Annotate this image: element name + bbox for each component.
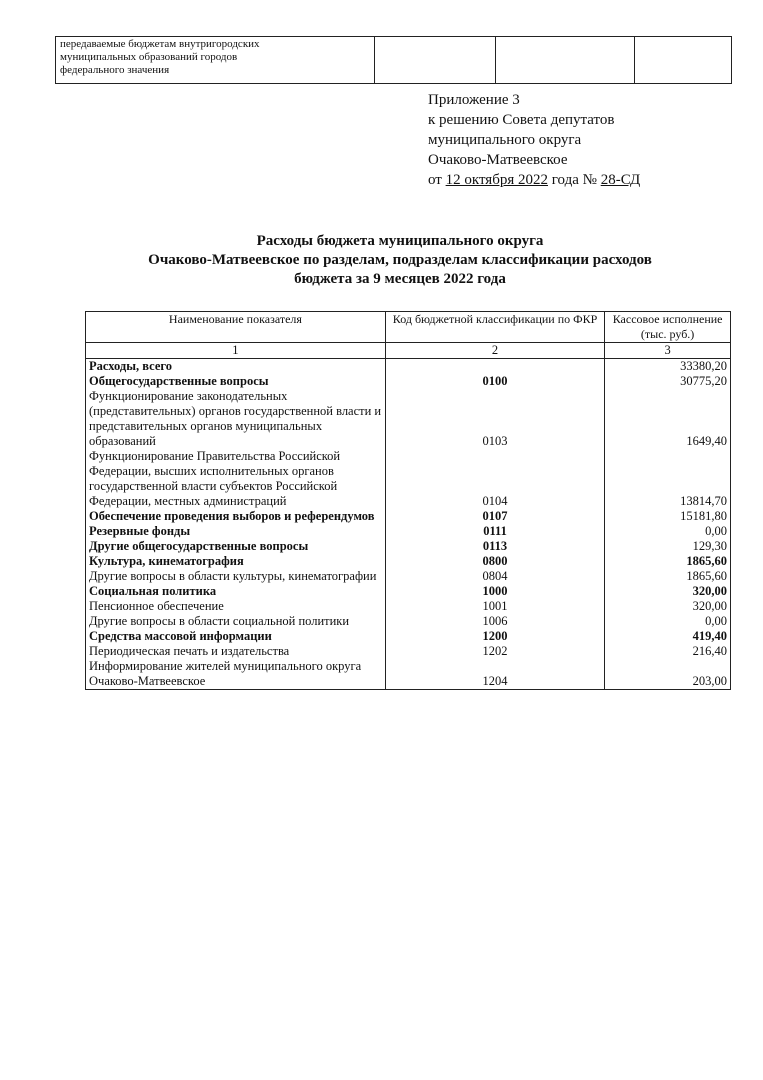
row-amount: 203,00 [605,659,731,690]
row-amount: 216,40 [605,644,731,659]
col-number: 3 [605,343,731,359]
appendix-line: к решению Совета депутатов [428,112,615,128]
row-name: Резервные фонды [86,524,386,539]
fragment-empty-cell [375,37,496,84]
row-name: Пенсионное обеспечение [86,599,386,614]
row-code: 0100 [385,374,604,389]
row-code: 1202 [385,644,604,659]
row-code: 0804 [385,569,604,584]
header-amount: Кассовое исполнение (тыс. руб.) [605,312,731,343]
appendix-decision-line [428,170,640,190]
table-row [86,539,731,554]
row-code [385,359,604,375]
appendix-line: Приложение 3 [428,92,520,108]
row-amount: 129,30 [605,539,731,554]
row-amount: 1865,60 [605,569,731,584]
fragment-line: передаваемые бюджетам внутригородских [60,38,260,50]
row-amount: 0,00 [605,524,731,539]
table-row [86,659,731,690]
row-code: 0800 [385,554,604,569]
row-name: Социальная политика [86,584,386,599]
title-line: бюджета за 9 месяцев 2022 года [294,271,506,287]
row-code: 1204 [385,659,604,690]
table-row [86,614,731,629]
fragment-empty-cell [635,37,732,84]
table-row [86,389,731,449]
table-row [86,644,731,659]
row-code: 0104 [385,449,604,509]
fragment-line: федерального значения [60,64,170,76]
header-code: Код бюджетной классификации по ФКР [385,312,604,343]
decision-date: 12 октября 2022 [445,172,548,188]
row-name: Функционирование Правительства Российской Федерации, высших исполнительных органов государственной власти субъектов Российской Федерации, местных администраций [86,449,386,509]
table-row [86,629,731,644]
decision-number: 28-СД [600,172,641,188]
row-code: 1200 [385,629,604,644]
title-line: Расходы бюджета муниципального округа [256,233,544,249]
row-code: 1000 [385,584,604,599]
appendix-line: муниципального округа [428,132,582,148]
row-name: Информирование жителей муниципального округа Очаково-Матвеевское [86,659,386,690]
row-name: Средства массовой информации [86,629,386,644]
expenses-table [85,311,731,690]
row-name: Периодическая печать и издательства [86,644,386,659]
document-title [60,232,740,289]
row-amount: 1865,60 [605,554,731,569]
row-amount: 0,00 [605,614,731,629]
fragment-empty-cell [496,37,635,84]
row-amount: 320,00 [605,584,731,599]
appendix-line: Очаково-Матвеевское [428,152,568,168]
table-row [86,554,731,569]
row-code: 0107 [385,509,604,524]
row-name: Расходы, всего [86,359,386,375]
row-amount: 15181,80 [605,509,731,524]
table-row [86,449,731,509]
col-number: 1 [86,343,386,359]
row-amount: 320,00 [605,599,731,614]
row-code: 1001 [385,599,604,614]
fragment-line: муниципальных образований городов [60,51,238,63]
table-row [86,359,731,375]
row-name: Другие вопросы в области социальной политики [86,614,386,629]
row-code: 0113 [385,539,604,554]
row-name: Другие общегосударственные вопросы [86,539,386,554]
row-name: Обеспечение проведения выборов и референдумов [86,509,386,524]
row-amount: 1649,40 [605,389,731,449]
col-number: 2 [385,343,604,359]
table-row [86,524,731,539]
table-row [86,509,731,524]
row-name: Функционирование законодательных (представительных) органов государственной власти и представительных органов муниципальных образований [86,389,386,449]
fragment-text-cell [56,37,375,84]
table-row [86,374,731,389]
row-amount: 13814,70 [605,449,731,509]
row-code: 1006 [385,614,604,629]
row-name: Общегосударственные вопросы [86,374,386,389]
previous-page-table-fragment [55,36,732,84]
row-amount: 419,40 [605,629,731,644]
decision-prefix: от [428,172,446,188]
title-line: Очаково-Матвеевское по разделам, подразделам классификации расходов [148,252,652,268]
decision-mid: года № [548,172,601,188]
table-row [86,569,731,584]
row-code: 0103 [385,389,604,449]
row-name: Культура, кинематография [86,554,386,569]
row-name: Другие вопросы в области культуры, кинематографии [86,569,386,584]
table-row [86,584,731,599]
row-amount: 33380,20 [605,359,731,375]
row-code: 0111 [385,524,604,539]
appendix-header [428,90,640,190]
table-row [86,599,731,614]
row-amount: 30775,20 [605,374,731,389]
header-name: Наименование показателя [86,312,386,343]
